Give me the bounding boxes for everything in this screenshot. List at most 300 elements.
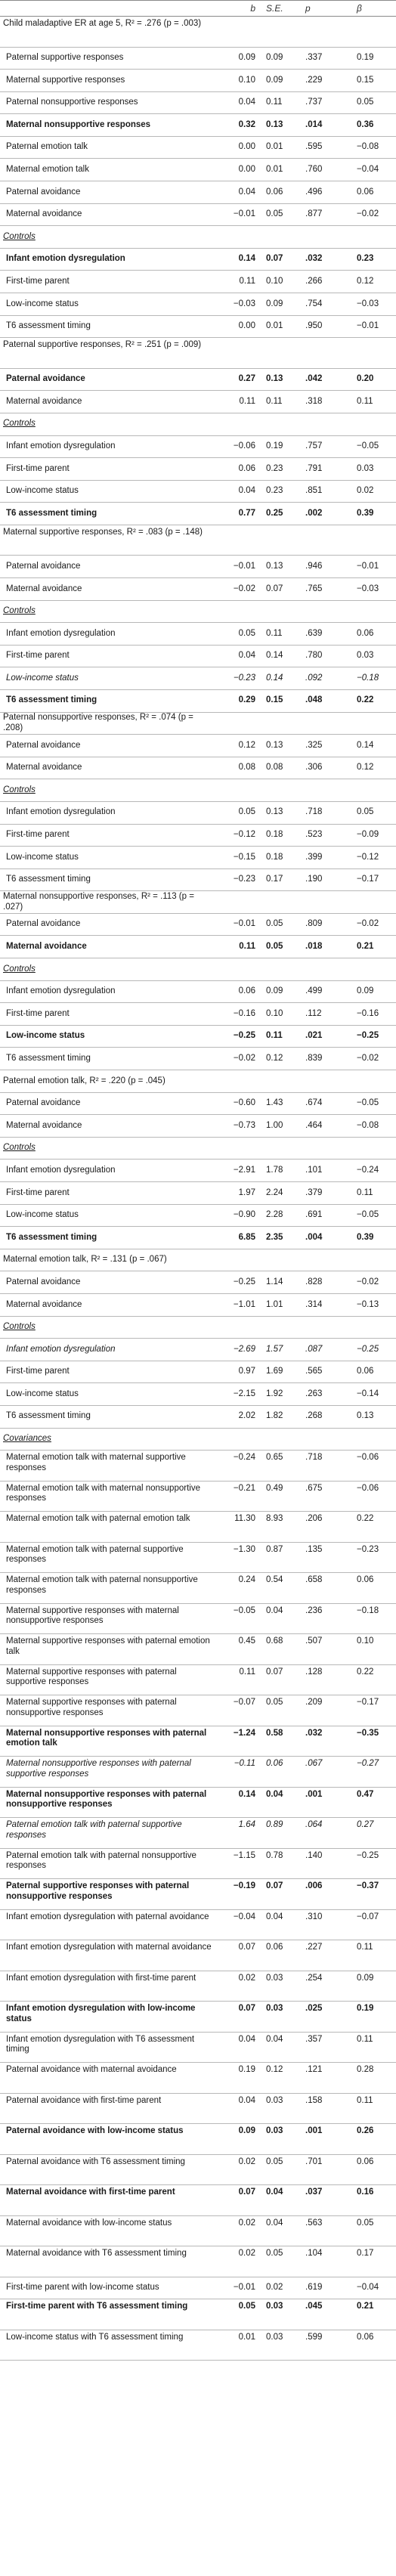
section-label: Covariances	[3, 1434, 51, 1444]
cell-se: 1.00	[266, 1120, 283, 1130]
cell-p: .006	[305, 1881, 323, 1891]
cell-beta: 0.09	[357, 986, 374, 996]
cell-beta: 0.15	[357, 75, 374, 85]
cell-b: −0.21	[233, 1483, 255, 1493]
row-label: Maternal emotion talk with maternal nonsupportive responses	[6, 1483, 200, 1503]
cell-beta: 0.27	[357, 1820, 374, 1830]
row-label: T6 assessment timing	[6, 875, 91, 884]
row-label: T6 assessment timing	[6, 695, 97, 705]
cell-beta: −0.07	[357, 1912, 379, 1921]
cell-b: 0.07	[238, 1943, 255, 1952]
cell-b: −0.05	[233, 1605, 255, 1615]
cell-b: 0.00	[238, 142, 255, 152]
cell-beta: −0.24	[357, 1165, 379, 1175]
cell-se: 0.04	[266, 1789, 283, 1799]
cell-b: 0.09	[238, 53, 255, 63]
row-label: Infant emotion dysregulation	[6, 441, 116, 451]
cell-b: −0.11	[234, 1759, 255, 1769]
cell-beta: 0.28	[357, 2065, 374, 2075]
cell-se: 0.09	[266, 75, 283, 85]
cell-p: .718	[305, 1453, 323, 1463]
table-row	[0, 1361, 396, 1384]
cell-p: .001	[305, 1789, 323, 1799]
row-label: Maternal avoidance	[6, 209, 82, 219]
cell-p: .675	[305, 1483, 323, 1493]
cell-se: 0.17	[266, 875, 283, 884]
cell-se: 0.13	[266, 740, 283, 750]
cell-p: .639	[305, 628, 323, 638]
cell-b: 0.10	[238, 75, 255, 85]
table-row	[0, 646, 396, 668]
table-row	[0, 2155, 396, 2186]
row-label: Maternal emotion talk with paternal emotion talk	[6, 1514, 190, 1524]
cell-b: 0.05	[238, 807, 255, 817]
cell-b: −0.01	[233, 2283, 255, 2293]
model-heading-row	[0, 713, 396, 735]
cell-p: .067	[305, 1759, 323, 1769]
cell-b: 0.00	[238, 321, 255, 331]
cell-p: .101	[305, 1165, 323, 1175]
cell-se: 0.25	[266, 508, 283, 518]
row-label: Paternal emotion talk with paternal supportive responses	[6, 1820, 182, 1840]
cell-b: 0.01	[238, 2332, 255, 2342]
cell-beta: 0.19	[357, 2004, 374, 2014]
row-label: Low-income status	[6, 673, 79, 683]
cell-b: −0.25	[233, 1031, 255, 1041]
row-label: Maternal avoidance	[6, 942, 87, 952]
table-row	[0, 2299, 396, 2330]
cell-beta: −0.03	[357, 299, 379, 308]
cell-p: .791	[305, 463, 323, 473]
cell-b: 0.27	[238, 374, 255, 384]
cell-se: 0.12	[266, 1053, 283, 1063]
cell-se: 0.54	[266, 1575, 283, 1585]
cell-beta: 0.16	[357, 2187, 374, 2197]
cell-p: .025	[305, 2004, 323, 2014]
row-label: Infant emotion dysregulation with T6 assessment timing	[6, 2034, 195, 2054]
table-row	[0, 249, 396, 271]
cell-se: 0.15	[266, 695, 283, 705]
section-label-row	[0, 1138, 396, 1160]
table-row	[0, 1879, 396, 1910]
cell-beta: 0.11	[357, 396, 373, 406]
row-label: Maternal avoidance	[6, 396, 82, 406]
cell-beta: 0.13	[357, 1411, 374, 1421]
row-label: First-time parent	[6, 651, 70, 661]
cell-b: 1.97	[238, 1187, 255, 1197]
cell-p: .140	[305, 1850, 323, 1860]
model-heading-row	[0, 17, 396, 48]
cell-b: 0.04	[238, 187, 255, 197]
table-row	[0, 271, 396, 293]
cell-beta: −0.03	[357, 584, 379, 593]
table-body	[0, 17, 396, 2361]
table-row	[0, 2277, 396, 2300]
cell-se: 0.87	[266, 1544, 283, 1554]
table-row	[0, 2002, 396, 2033]
cell-se: 0.04	[266, 2218, 283, 2228]
cell-beta: −0.25	[357, 1344, 379, 1354]
cell-p: .765	[305, 584, 323, 593]
section-label: Controls	[3, 964, 36, 974]
cell-beta: 0.05	[357, 2218, 374, 2228]
cell-se: 1.82	[266, 1411, 283, 1421]
cell-beta: 0.20	[357, 374, 374, 384]
cell-p: .950	[305, 321, 323, 331]
row-label: First-time parent	[6, 830, 70, 840]
cell-p: .379	[305, 1187, 323, 1197]
cell-b: −0.60	[233, 1098, 255, 1108]
table-row	[0, 1383, 396, 1406]
table-row	[0, 48, 396, 70]
cell-b: −1.01	[233, 1299, 255, 1309]
row-label: First-time parent	[6, 1008, 70, 1018]
row-label: Maternal avoidance with low-income status	[6, 2218, 172, 2228]
row-label: Paternal nonsupportive responses	[6, 98, 138, 107]
table-row	[0, 1788, 396, 1819]
cell-b: 0.04	[238, 2034, 255, 2044]
cell-b: 0.04	[238, 98, 255, 107]
cell-beta: 0.47	[357, 1789, 374, 1799]
cell-p: .357	[305, 2034, 323, 2044]
table-row	[0, 1003, 396, 1026]
cell-b: 0.24	[238, 1575, 255, 1585]
cell-se: 0.05	[266, 942, 283, 952]
cell-b: 6.85	[238, 1232, 255, 1242]
cell-se: 0.58	[266, 1728, 283, 1738]
cell-se: 0.09	[266, 53, 283, 63]
cell-se: 0.04	[266, 2034, 283, 2044]
cell-se: 0.10	[266, 1008, 283, 1018]
table-row	[0, 458, 396, 481]
table-row	[0, 936, 396, 958]
cell-beta: 0.12	[357, 276, 374, 286]
cell-beta: −0.08	[357, 142, 379, 152]
table-row	[0, 159, 396, 181]
cell-beta: 0.11	[357, 1943, 373, 1952]
cell-b: 0.05	[238, 2302, 255, 2311]
table-row	[0, 1971, 396, 2002]
row-label: T6 assessment timing	[6, 1053, 91, 1063]
cell-p: .209	[305, 1698, 323, 1708]
cell-b: 0.04	[238, 2095, 255, 2105]
cell-se: 0.06	[266, 1759, 283, 1769]
row-label: Maternal emotion talk	[6, 165, 89, 175]
table-row	[0, 503, 396, 525]
row-label: Maternal supportive responses with paternal emotion talk	[6, 1636, 210, 1656]
row-label: Maternal emotion talk with paternal nonsupportive responses	[6, 1575, 198, 1595]
model-heading: Child maladaptive ER at age 5, R² = .276 (p = .003)	[3, 19, 202, 28]
cell-b: −0.01	[233, 561, 255, 571]
cell-se: 0.12	[266, 2065, 283, 2075]
cell-se: 0.04	[266, 1912, 283, 1921]
cell-beta: 0.11	[357, 1187, 373, 1197]
cell-p: .595	[305, 142, 323, 152]
cell-p: .206	[305, 1514, 323, 1524]
table-row	[0, 667, 396, 690]
table-row	[0, 623, 396, 646]
row-label: Maternal avoidance with T6 assessment timing	[6, 2249, 187, 2259]
cell-p: .048	[305, 695, 323, 705]
cell-beta: 0.09	[357, 1973, 374, 1983]
cell-se: 0.02	[266, 2283, 283, 2293]
table-row	[0, 436, 396, 459]
cell-p: .092	[305, 673, 323, 683]
row-label: Paternal avoidance	[6, 1098, 81, 1108]
row-label: Maternal supportive responses	[6, 75, 125, 85]
cell-b: −0.01	[233, 209, 255, 219]
cell-se: 0.13	[266, 807, 283, 817]
cell-p: .318	[305, 396, 323, 406]
cell-p: .565	[305, 1367, 323, 1376]
cell-p: .227	[305, 1943, 323, 1952]
cell-p: .754	[305, 299, 323, 308]
row-label: First-time parent	[6, 276, 70, 286]
cell-beta: 0.21	[357, 942, 374, 952]
row-label: Paternal avoidance with maternal avoidance	[6, 2065, 177, 2075]
cell-p: .121	[305, 2065, 323, 2075]
cell-beta: −0.05	[357, 1210, 379, 1220]
table-row	[0, 1940, 396, 1971]
model-heading: Paternal emotion talk, R² = .220 (p = .045)	[3, 1076, 166, 1085]
table-row	[0, 137, 396, 159]
cell-beta: 0.02	[357, 486, 374, 496]
cell-se: 0.11	[266, 1031, 283, 1041]
cell-beta: 0.11	[357, 2095, 373, 2105]
cell-b: −0.23	[233, 673, 255, 683]
table-row	[0, 578, 396, 601]
row-label: Infant emotion dysregulation with low-income status	[6, 2004, 196, 2023]
cell-se: 1.57	[266, 1344, 283, 1354]
table-row	[0, 204, 396, 227]
cell-beta: −0.02	[357, 209, 379, 219]
row-label: Infant emotion dysregulation with paternal avoidance	[6, 1912, 209, 1921]
table-row	[0, 1406, 396, 1429]
cell-beta: −0.09	[357, 830, 379, 840]
cell-beta: −0.05	[357, 441, 379, 451]
cell-b: 0.09	[238, 2126, 255, 2136]
table-row	[0, 181, 396, 204]
cell-se: 0.05	[266, 2156, 283, 2166]
cell-b: 0.05	[238, 628, 255, 638]
cell-beta: −0.02	[357, 919, 379, 929]
model-heading-row	[0, 891, 396, 914]
cell-beta: −0.37	[357, 1881, 379, 1891]
row-label: Maternal nonsupportive responses with paternal emotion talk	[6, 1728, 207, 1748]
row-label: Paternal avoidance with first-time parent	[6, 2095, 162, 2105]
cell-se: 0.11	[266, 396, 283, 406]
cell-p: .691	[305, 1210, 323, 1220]
row-label: Maternal supportive responses with maternal nonsupportive responses	[6, 1605, 179, 1626]
cell-p: .399	[305, 852, 323, 862]
row-label: First-time parent	[6, 463, 70, 473]
model-heading: Paternal supportive responses, R² = .251 (p = .009)	[3, 340, 202, 350]
cell-beta: 0.06	[357, 1367, 374, 1376]
row-label: Maternal avoidance with first-time parent	[6, 2187, 175, 2197]
cell-b: 0.07	[238, 2187, 255, 2197]
model-heading-row	[0, 525, 396, 556]
cell-se: 0.09	[266, 299, 283, 308]
table-row	[0, 2033, 396, 2064]
row-label: Paternal supportive responses with paternal nonsupportive responses	[6, 1881, 190, 1901]
cell-p: .523	[305, 830, 323, 840]
cell-se: 0.65	[266, 1453, 283, 1463]
cell-p: .032	[305, 1728, 323, 1738]
cell-b: −0.06	[233, 441, 255, 451]
table-row	[0, 1451, 396, 1482]
cell-p: .946	[305, 561, 323, 571]
model-heading-row	[0, 338, 396, 369]
table-row	[0, 847, 396, 869]
cell-se: 1.01	[266, 1299, 283, 1309]
cell-se: 0.11	[266, 628, 283, 638]
cell-b: 0.04	[238, 486, 255, 496]
cell-b: 0.11	[239, 396, 255, 406]
cell-se: 0.04	[266, 2187, 283, 2197]
cell-b: −0.07	[233, 1698, 255, 1708]
cell-b: 0.12	[238, 740, 255, 750]
cell-se: 0.10	[266, 276, 283, 286]
cell-p: .014	[305, 119, 323, 129]
cell-b: −0.24	[233, 1453, 255, 1463]
row-label: Infant emotion dysregulation	[6, 628, 116, 638]
cell-p: .135	[305, 1544, 323, 1554]
table-row	[0, 1115, 396, 1138]
cell-se: 0.07	[266, 1667, 283, 1677]
cell-beta: 0.11	[357, 2034, 373, 2044]
cell-b: −0.04	[233, 1912, 255, 1921]
cell-se: 1.78	[266, 1165, 283, 1175]
cell-se: 0.04	[266, 1605, 283, 1615]
cell-beta: −0.04	[357, 2283, 379, 2293]
row-label: Paternal avoidance with T6 assessment timing	[6, 2156, 185, 2166]
cell-b: 0.02	[238, 1973, 255, 1983]
cell-b: −0.15	[233, 852, 255, 862]
cell-beta: 0.03	[357, 651, 374, 661]
cell-p: .104	[305, 2249, 323, 2259]
cell-se: 0.19	[266, 441, 283, 451]
cell-beta: 0.39	[357, 1232, 374, 1242]
cell-se: 0.78	[266, 1850, 283, 1860]
header-se: S.E.	[266, 3, 283, 14]
table-row	[0, 1093, 396, 1116]
cell-b: 2.02	[238, 1411, 255, 1421]
cell-se: 0.03	[266, 2095, 283, 2105]
cell-beta: 0.06	[357, 2156, 374, 2166]
row-label: T6 assessment timing	[6, 321, 91, 331]
table-row	[0, 1634, 396, 1665]
cell-se: 0.05	[266, 2249, 283, 2259]
cell-b: 0.02	[238, 2249, 255, 2259]
cell-se: 0.68	[266, 1636, 283, 1646]
table-row	[0, 2063, 396, 2094]
cell-b: 0.29	[238, 695, 255, 705]
section-label: Controls	[3, 785, 36, 794]
table-row	[0, 1482, 396, 1512]
cell-se: 0.06	[266, 1943, 283, 1952]
cell-beta: −0.06	[357, 1483, 379, 1493]
cell-b: 0.97	[238, 1367, 255, 1376]
cell-beta: 0.06	[357, 628, 374, 638]
table-row	[0, 914, 396, 937]
cell-b: −0.19	[233, 1881, 255, 1891]
section-label: Controls	[3, 1143, 36, 1153]
table-row	[0, 2124, 396, 2155]
row-label: Paternal avoidance	[6, 374, 85, 384]
cell-p: .809	[305, 919, 323, 929]
table-row	[0, 2246, 396, 2277]
cell-se: 0.09	[266, 986, 283, 996]
cell-p: .314	[305, 1299, 323, 1309]
row-label: Paternal supportive responses	[6, 53, 124, 63]
cell-beta: −0.04	[357, 165, 379, 175]
table-row	[0, 2330, 396, 2361]
table-row	[0, 1339, 396, 1361]
cell-b: −1.15	[233, 1850, 255, 1860]
cell-beta: 0.06	[357, 2332, 374, 2342]
row-label: Paternal avoidance	[6, 1277, 81, 1286]
cell-b: 0.11	[239, 276, 255, 286]
cell-p: .001	[305, 2126, 323, 2136]
table-header	[0, 0, 396, 17]
cell-p: .325	[305, 740, 323, 750]
cell-p: .190	[305, 875, 323, 884]
cell-b: −1.30	[233, 1544, 255, 1554]
cell-beta: 0.06	[357, 1575, 374, 1585]
table-row	[0, 1665, 396, 1696]
model-heading: Maternal emotion talk, R² = .131 (p = .067)	[3, 1255, 167, 1265]
table-row	[0, 735, 396, 757]
cell-b: −0.16	[233, 1008, 255, 1018]
row-label: First-time parent with T6 assessment timing	[6, 2302, 188, 2311]
cell-se: 0.14	[266, 651, 283, 661]
table-row	[0, 1512, 396, 1543]
cell-se: 1.69	[266, 1367, 283, 1376]
cell-b: 0.14	[238, 254, 255, 264]
cell-b: −0.01	[233, 919, 255, 929]
cell-beta: −0.13	[357, 1299, 379, 1309]
cell-b: −0.03	[233, 299, 255, 308]
cell-p: .757	[305, 441, 323, 451]
cell-se: 0.13	[266, 374, 283, 384]
cell-se: 0.05	[266, 209, 283, 219]
table-row	[0, 1910, 396, 1941]
cell-b: 0.07	[238, 2004, 255, 2014]
cell-se: 0.06	[266, 187, 283, 197]
table-row	[0, 316, 396, 339]
row-label: First-time parent	[6, 1187, 70, 1197]
cell-beta: −0.35	[357, 1728, 379, 1738]
cell-beta: 0.14	[357, 740, 374, 750]
row-label: Paternal avoidance with low-income status	[6, 2126, 184, 2136]
cell-b: 0.08	[238, 763, 255, 772]
section-label-row	[0, 958, 396, 981]
cell-se: 0.14	[266, 673, 283, 683]
cell-b: 0.19	[238, 2065, 255, 2075]
row-label: Maternal avoidance	[6, 584, 82, 593]
cell-beta: −0.17	[357, 875, 379, 884]
cell-se: 0.03	[266, 2126, 283, 2136]
cell-p: .018	[305, 942, 323, 952]
table-row	[0, 1160, 396, 1182]
row-label: Maternal supportive responses with paternal nonsupportive responses	[6, 1698, 177, 1717]
cell-b: −2.91	[233, 1165, 255, 1175]
table-row	[0, 1048, 396, 1070]
table-row	[0, 1818, 396, 1849]
cell-p: .499	[305, 986, 323, 996]
table-row	[0, 70, 396, 92]
row-label: Maternal nonsupportive responses	[6, 119, 151, 129]
